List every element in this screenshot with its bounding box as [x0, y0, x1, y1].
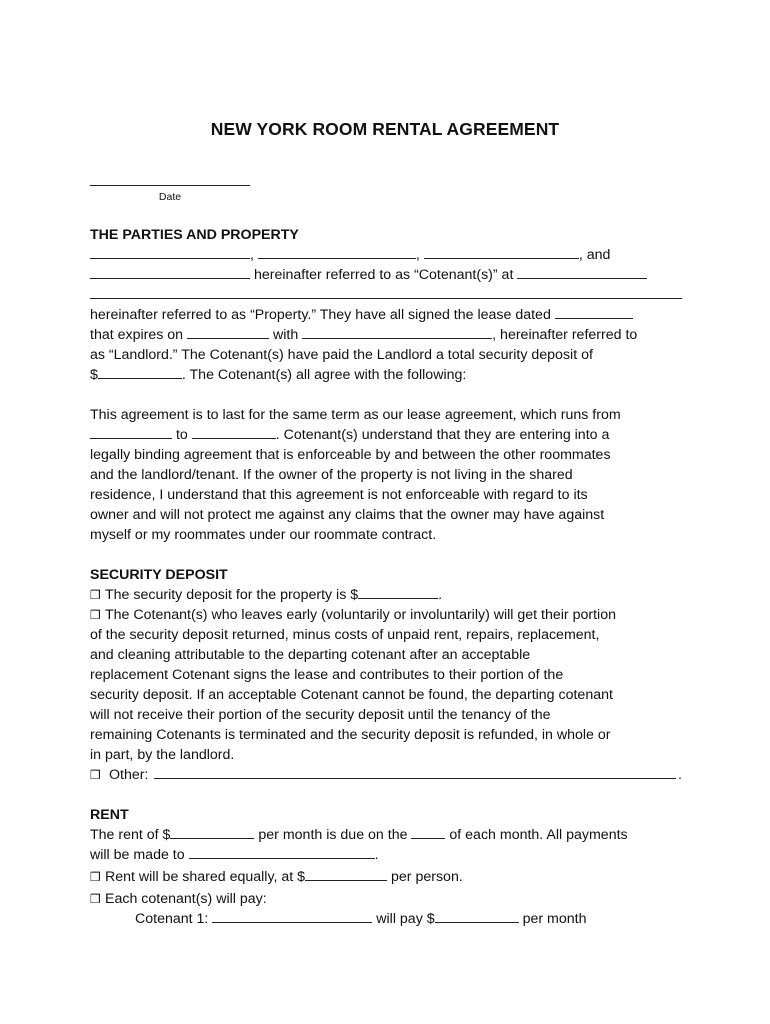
parties-line-1: , , , and [90, 245, 682, 265]
cotenant-1-row: Cotenant 1: will pay $ per month [135, 911, 587, 927]
rent-line-1: The rent of $ per month is due on the of each month. All payments [90, 827, 628, 843]
term-line-6: owner and will not protect me against any claims that the owner may have against [90, 507, 605, 523]
document-title: NEW YORK ROOM RENTAL AGREEMENT [210, 119, 560, 139]
cotenant-1-amount-blank[interactable] [435, 909, 519, 923]
cotenant-name-blank-3[interactable] [424, 245, 579, 259]
per-person-amount-blank[interactable] [305, 867, 387, 881]
parties-line-6: as “Landlord.” The Cotenant(s) have paid the Landlord a total security deposit of [90, 347, 593, 363]
deposit-amount-blank[interactable] [358, 585, 438, 599]
rent-each-option: ❒ Each cotenant(s) will pay: [90, 891, 267, 907]
checkbox-icon[interactable]: ❒ [90, 588, 101, 602]
checkbox-icon[interactable]: ❒ [90, 870, 101, 884]
property-address-blank[interactable] [517, 265, 647, 279]
parties-line-7: $ . The Cotenant(s) all agree with the following: [90, 367, 467, 383]
cotenant-name-blank-2[interactable] [258, 245, 416, 259]
checkbox-icon[interactable]: ❒ [90, 768, 101, 782]
rent-due-day-blank[interactable] [411, 825, 445, 839]
cotenant-name-blank-1[interactable] [90, 245, 250, 259]
deposit-item-2-line-8: in part, by the landlord. [90, 747, 235, 763]
cotenant-name-blank-4[interactable] [90, 265, 250, 279]
term-start-blank[interactable] [90, 425, 172, 439]
parties-line-4: hereinafter referred to as “Property.” They have all signed the lease dated [90, 305, 682, 325]
term-line-2: to . Cotenant(s) understand that they are entering into a [90, 425, 682, 445]
term-line-3: legally binding agreement that is enforceable by and between the other roommates [90, 447, 611, 463]
deposit-other: ❒ Other: . [90, 767, 682, 783]
parties-line-3 [90, 285, 682, 305]
property-address-blank-2[interactable] [90, 285, 682, 299]
deposit-item-2-line-4: replacement Cotenant signs the lease and contributes to their portion of the [90, 667, 564, 683]
parties-line-5: that expires on with , hereinafter referred to [90, 327, 638, 343]
landlord-name-blank[interactable] [302, 325, 492, 339]
total-deposit-blank[interactable] [98, 365, 182, 379]
checkbox-icon[interactable]: ❒ [90, 892, 101, 906]
term-line-5: residence, I understand that this agreement is not enforceable with regard to its [90, 487, 588, 503]
rent-line-2: will be made to . [90, 847, 379, 863]
deposit-item-2-line-7: remaining Cotenants is terminated and the security deposit is refunded, in whole or [90, 727, 611, 743]
document-body [90, 225, 682, 929]
deposit-item-2-line-6: will not receive their portion of the security deposit until the tenancy of the [90, 707, 551, 723]
date-field-line[interactable] [90, 185, 250, 186]
rent-amount-blank[interactable] [170, 825, 254, 839]
term-end-blank[interactable] [192, 425, 276, 439]
rent-shared-option: ❒ Rent will be shared equally, at $ per person. [90, 869, 463, 885]
deposit-other-blank[interactable] [154, 765, 676, 779]
term-line-1: This agreement is to last for the same term as our lease agreement, which runs from [90, 407, 621, 423]
date-label: Date [158, 191, 182, 203]
deposit-item-2-line-2: of the security deposit returned, minus costs of unpaid rent, repairs, replacement, [90, 627, 600, 643]
deposit-heading: SECURITY DEPOSIT [90, 567, 228, 583]
lease-expiry-blank[interactable] [187, 325, 269, 339]
cotenant-1-name-blank[interactable] [212, 909, 372, 923]
deposit-item-1: ❒ The security deposit for the property is $ . [90, 587, 443, 603]
parties-heading: THE PARTIES AND PROPERTY [90, 227, 299, 243]
deposit-item-2-line-1: ❒ The Cotenant(s) who leaves early (voluntarily or involuntarily) will get their portion [90, 607, 616, 623]
deposit-item-2-line-3: and cleaning attributable to the departing cotenant after an acceptable [90, 647, 531, 663]
rent-heading: RENT [90, 807, 129, 823]
deposit-item-2-line-5: security deposit. If an acceptable Cotenant cannot be found, the departing cotenant [90, 687, 613, 703]
term-line-4: and the landlord/tenant. If the owner of the property is not living in the shared [90, 467, 573, 483]
term-line-7: myself or my roommates under our roommate contract. [90, 527, 437, 543]
checkbox-icon[interactable]: ❒ [90, 608, 101, 622]
lease-date-blank[interactable] [555, 305, 633, 319]
payee-blank[interactable] [189, 845, 375, 859]
parties-line-2: hereinafter referred to as “Cotenant(s)” at [90, 265, 682, 285]
